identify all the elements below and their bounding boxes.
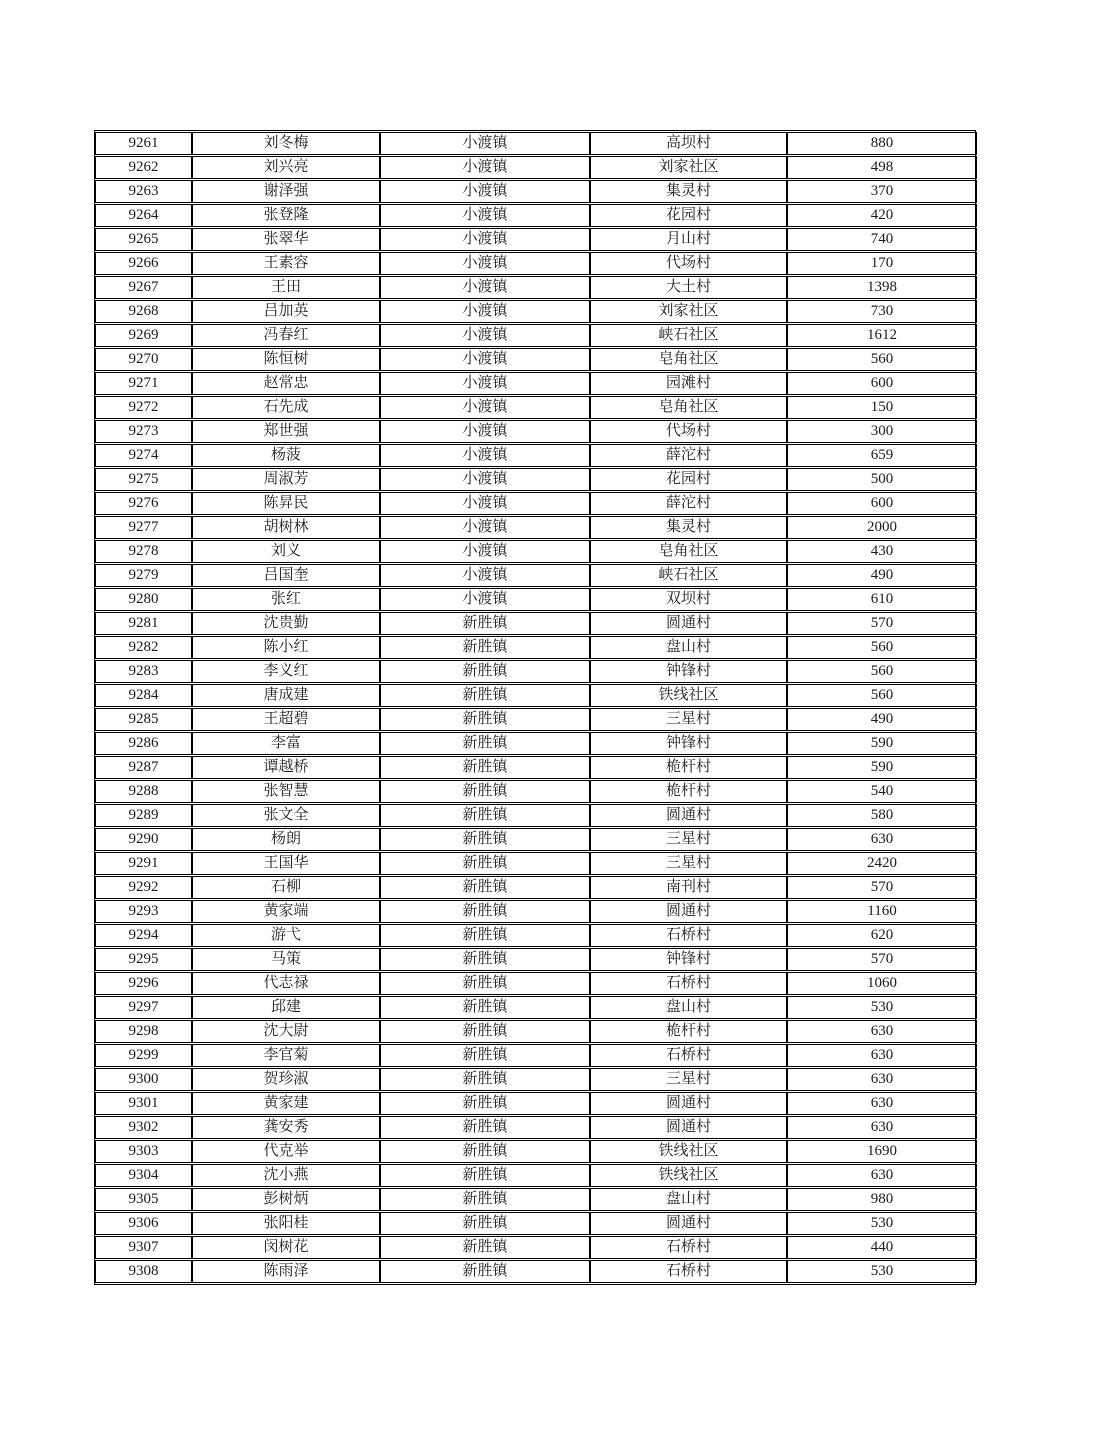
- table-row: [95, 252, 977, 275]
- table-row: [95, 444, 977, 467]
- cell-village: 钟锋村: [590, 732, 787, 755]
- table-row: [95, 348, 977, 371]
- cell-amount: 530: [787, 1260, 977, 1283]
- cell-id: 9263: [95, 180, 192, 203]
- cell-name: 陈小红: [192, 636, 380, 659]
- cell-village: 集灵村: [590, 180, 787, 203]
- cell-village: 峡石社区: [590, 324, 787, 347]
- cell-name: 谢泽强: [192, 180, 380, 203]
- cell-name: 王国华: [192, 852, 380, 875]
- cell-village: 三星村: [590, 852, 787, 875]
- cell-town: 小渡镇: [380, 204, 590, 227]
- cell-village: 双坝村: [590, 588, 787, 611]
- cell-amount: 610: [787, 588, 977, 611]
- cell-village: 钟锋村: [590, 948, 787, 971]
- cell-name: 黄家端: [192, 900, 380, 923]
- cell-village: 桅杆村: [590, 1020, 787, 1043]
- cell-village: 石桥村: [590, 1236, 787, 1259]
- cell-id: 9277: [95, 516, 192, 539]
- table-row: [95, 684, 977, 707]
- cell-town: 小渡镇: [380, 300, 590, 323]
- cell-name: 吕加英: [192, 300, 380, 323]
- cell-town: 新胜镇: [380, 1188, 590, 1211]
- cell-amount: 490: [787, 708, 977, 731]
- cell-amount: 370: [787, 180, 977, 203]
- table-row: [95, 948, 977, 971]
- cell-name: 王素容: [192, 252, 380, 275]
- table-row: [95, 396, 977, 419]
- cell-name: 邱建: [192, 996, 380, 1019]
- cell-id: 9268: [95, 300, 192, 323]
- cell-name: 陈雨泽: [192, 1260, 380, 1283]
- cell-amount: 150: [787, 396, 977, 419]
- cell-town: 新胜镇: [380, 708, 590, 731]
- cell-village: 钟锋村: [590, 660, 787, 683]
- table-row: [95, 876, 977, 899]
- cell-amount: 630: [787, 1020, 977, 1043]
- cell-name: 吕国奎: [192, 564, 380, 587]
- table-row: [95, 1140, 977, 1163]
- cell-amount: 630: [787, 1068, 977, 1091]
- cell-name: 刘兴亮: [192, 156, 380, 179]
- cell-amount: 620: [787, 924, 977, 947]
- cell-name: 唐成建: [192, 684, 380, 707]
- table-row: [95, 132, 977, 155]
- cell-town: 小渡镇: [380, 564, 590, 587]
- cell-id: 9299: [95, 1044, 192, 1067]
- table-row: [95, 492, 977, 515]
- records-table-body: [95, 132, 977, 1283]
- cell-village: 圆通村: [590, 1212, 787, 1235]
- cell-town: 小渡镇: [380, 276, 590, 299]
- cell-village: 代场村: [590, 252, 787, 275]
- cell-village: 代场村: [590, 420, 787, 443]
- cell-name: 龚安秀: [192, 1116, 380, 1139]
- cell-town: 新胜镇: [380, 900, 590, 923]
- table-row: [95, 540, 977, 563]
- cell-id: 9278: [95, 540, 192, 563]
- cell-town: 小渡镇: [380, 228, 590, 251]
- cell-id: 9273: [95, 420, 192, 443]
- cell-village: 花园村: [590, 204, 787, 227]
- cell-town: 小渡镇: [380, 348, 590, 371]
- table-row: [95, 804, 977, 827]
- cell-amount: 730: [787, 300, 977, 323]
- table-row: [95, 612, 977, 635]
- table-row: [95, 228, 977, 251]
- cell-town: 新胜镇: [380, 1140, 590, 1163]
- cell-name: 代克举: [192, 1140, 380, 1163]
- cell-village: 圆通村: [590, 804, 787, 827]
- cell-village: 大土村: [590, 276, 787, 299]
- cell-id: 9288: [95, 780, 192, 803]
- cell-name: 杨朗: [192, 828, 380, 851]
- cell-name: 马策: [192, 948, 380, 971]
- table-row: [95, 660, 977, 683]
- table-row: [95, 780, 977, 803]
- table-row: [95, 708, 977, 731]
- cell-amount: 630: [787, 1092, 977, 1115]
- cell-village: 园滩村: [590, 372, 787, 395]
- table-row: [95, 732, 977, 755]
- cell-town: 新胜镇: [380, 612, 590, 635]
- cell-name: 沈大尉: [192, 1020, 380, 1043]
- cell-amount: 1690: [787, 1140, 977, 1163]
- cell-amount: 560: [787, 660, 977, 683]
- table-row: [95, 1116, 977, 1139]
- cell-amount: 540: [787, 780, 977, 803]
- cell-village: 石桥村: [590, 1260, 787, 1283]
- cell-id: 9293: [95, 900, 192, 923]
- cell-town: 小渡镇: [380, 156, 590, 179]
- table-row: [95, 1212, 977, 1235]
- cell-village: 刘家社区: [590, 156, 787, 179]
- cell-id: 9285: [95, 708, 192, 731]
- cell-village: 圆通村: [590, 900, 787, 923]
- cell-name: 陈恒树: [192, 348, 380, 371]
- cell-village: 石桥村: [590, 924, 787, 947]
- cell-amount: 570: [787, 612, 977, 635]
- cell-name: 张文全: [192, 804, 380, 827]
- cell-name: 王超碧: [192, 708, 380, 731]
- cell-name: 代志禄: [192, 972, 380, 995]
- cell-name: 王田: [192, 276, 380, 299]
- cell-town: 新胜镇: [380, 1020, 590, 1043]
- cell-village: 盘山村: [590, 636, 787, 659]
- cell-town: 新胜镇: [380, 924, 590, 947]
- table-row: [95, 996, 977, 1019]
- cell-village: 刘家社区: [590, 300, 787, 323]
- cell-amount: 630: [787, 828, 977, 851]
- cell-id: 9301: [95, 1092, 192, 1115]
- cell-id: 9296: [95, 972, 192, 995]
- table-row: [95, 300, 977, 323]
- cell-name: 沈小燕: [192, 1164, 380, 1187]
- cell-village: 薛沱村: [590, 444, 787, 467]
- cell-id: 9284: [95, 684, 192, 707]
- cell-id: 9290: [95, 828, 192, 851]
- cell-id: 9294: [95, 924, 192, 947]
- cell-name: 杨菠: [192, 444, 380, 467]
- cell-name: 彭树炳: [192, 1188, 380, 1211]
- cell-amount: 980: [787, 1188, 977, 1211]
- table-row: [95, 564, 977, 587]
- cell-village: 桅杆村: [590, 756, 787, 779]
- table-row: [95, 516, 977, 539]
- cell-village: 铁线社区: [590, 684, 787, 707]
- table-row: [95, 1164, 977, 1187]
- cell-amount: 2420: [787, 852, 977, 875]
- table-row: [95, 1020, 977, 1043]
- table-row: [95, 1044, 977, 1067]
- cell-amount: 440: [787, 1236, 977, 1259]
- cell-id: 9265: [95, 228, 192, 251]
- cell-name: 石柳: [192, 876, 380, 899]
- cell-town: 新胜镇: [380, 1212, 590, 1235]
- table-row: [95, 828, 977, 851]
- cell-id: 9281: [95, 612, 192, 635]
- cell-amount: 570: [787, 948, 977, 971]
- cell-id: 9261: [95, 132, 192, 155]
- cell-town: 新胜镇: [380, 684, 590, 707]
- cell-name: 李富: [192, 732, 380, 755]
- cell-amount: 500: [787, 468, 977, 491]
- cell-town: 小渡镇: [380, 132, 590, 155]
- cell-name: 冯春红: [192, 324, 380, 347]
- cell-name: 陈昇民: [192, 492, 380, 515]
- cell-town: 新胜镇: [380, 876, 590, 899]
- cell-village: 花园村: [590, 468, 787, 491]
- table-row: [95, 756, 977, 779]
- cell-town: 新胜镇: [380, 996, 590, 1019]
- cell-town: 小渡镇: [380, 540, 590, 563]
- cell-id: 9297: [95, 996, 192, 1019]
- cell-village: 三星村: [590, 708, 787, 731]
- table-row: [95, 1092, 977, 1115]
- cell-amount: 1060: [787, 972, 977, 995]
- table-row: [95, 1260, 977, 1283]
- cell-id: 9303: [95, 1140, 192, 1163]
- cell-village: 皂角社区: [590, 348, 787, 371]
- cell-town: 新胜镇: [380, 660, 590, 683]
- cell-town: 新胜镇: [380, 1260, 590, 1283]
- cell-amount: 490: [787, 564, 977, 587]
- cell-amount: 420: [787, 204, 977, 227]
- cell-town: 新胜镇: [380, 1044, 590, 1067]
- cell-village: 峡石社区: [590, 564, 787, 587]
- cell-id: 9286: [95, 732, 192, 755]
- cell-name: 赵常忠: [192, 372, 380, 395]
- cell-town: 新胜镇: [380, 1116, 590, 1139]
- cell-name: 刘义: [192, 540, 380, 563]
- cell-id: 9300: [95, 1068, 192, 1091]
- cell-id: 9271: [95, 372, 192, 395]
- cell-town: 新胜镇: [380, 948, 590, 971]
- cell-name: 张红: [192, 588, 380, 611]
- cell-amount: 530: [787, 996, 977, 1019]
- records-table-grid: [95, 131, 977, 1284]
- cell-village: 三星村: [590, 1068, 787, 1091]
- cell-town: 小渡镇: [380, 468, 590, 491]
- cell-id: 9279: [95, 564, 192, 587]
- table-row: [95, 900, 977, 923]
- cell-amount: 600: [787, 372, 977, 395]
- cell-amount: 580: [787, 804, 977, 827]
- cell-village: 集灵村: [590, 516, 787, 539]
- cell-name: 胡树林: [192, 516, 380, 539]
- cell-id: 9289: [95, 804, 192, 827]
- cell-id: 9307: [95, 1236, 192, 1259]
- cell-name: 张阳桂: [192, 1212, 380, 1235]
- cell-town: 新胜镇: [380, 828, 590, 851]
- cell-id: 9302: [95, 1116, 192, 1139]
- cell-id: 9305: [95, 1188, 192, 1211]
- cell-town: 新胜镇: [380, 756, 590, 779]
- cell-town: 小渡镇: [380, 516, 590, 539]
- cell-amount: 740: [787, 228, 977, 251]
- cell-amount: 630: [787, 1116, 977, 1139]
- cell-village: 圆通村: [590, 612, 787, 635]
- cell-id: 9295: [95, 948, 192, 971]
- cell-town: 新胜镇: [380, 636, 590, 659]
- cell-amount: 1398: [787, 276, 977, 299]
- cell-id: 9274: [95, 444, 192, 467]
- cell-id: 9269: [95, 324, 192, 347]
- cell-amount: 560: [787, 348, 977, 371]
- table-row: [95, 276, 977, 299]
- cell-id: 9276: [95, 492, 192, 515]
- cell-amount: 530: [787, 1212, 977, 1235]
- cell-village: 盘山村: [590, 996, 787, 1019]
- cell-amount: 1612: [787, 324, 977, 347]
- cell-name: 张登隆: [192, 204, 380, 227]
- cell-town: 小渡镇: [380, 180, 590, 203]
- cell-id: 9262: [95, 156, 192, 179]
- cell-amount: 659: [787, 444, 977, 467]
- cell-amount: 560: [787, 684, 977, 707]
- cell-id: 9275: [95, 468, 192, 491]
- cell-name: 张翠华: [192, 228, 380, 251]
- cell-name: 贺珍淑: [192, 1068, 380, 1091]
- cell-id: 9306: [95, 1212, 192, 1235]
- cell-name: 张智慧: [192, 780, 380, 803]
- cell-amount: 1160: [787, 900, 977, 923]
- table-row: [95, 372, 977, 395]
- cell-id: 9298: [95, 1020, 192, 1043]
- cell-town: 新胜镇: [380, 1236, 590, 1259]
- table-row: [95, 420, 977, 443]
- cell-name: 李官菊: [192, 1044, 380, 1067]
- cell-town: 小渡镇: [380, 420, 590, 443]
- cell-town: 小渡镇: [380, 372, 590, 395]
- table-row: [95, 324, 977, 347]
- cell-amount: 880: [787, 132, 977, 155]
- cell-town: 新胜镇: [380, 804, 590, 827]
- cell-village: 薛沱村: [590, 492, 787, 515]
- cell-town: 小渡镇: [380, 444, 590, 467]
- table-row: [95, 468, 977, 491]
- cell-village: 高坝村: [590, 132, 787, 155]
- cell-amount: 590: [787, 756, 977, 779]
- cell-id: 9272: [95, 396, 192, 419]
- cell-village: 圆通村: [590, 1092, 787, 1115]
- cell-village: 盘山村: [590, 1188, 787, 1211]
- cell-id: 9264: [95, 204, 192, 227]
- cell-id: 9280: [95, 588, 192, 611]
- cell-amount: 300: [787, 420, 977, 443]
- cell-name: 游弋: [192, 924, 380, 947]
- cell-amount: 600: [787, 492, 977, 515]
- cell-id: 9282: [95, 636, 192, 659]
- cell-village: 皂角社区: [590, 396, 787, 419]
- cell-town: 新胜镇: [380, 852, 590, 875]
- table-row: [95, 1068, 977, 1091]
- cell-town: 新胜镇: [380, 732, 590, 755]
- cell-village: 桅杆村: [590, 780, 787, 803]
- cell-name: 李义红: [192, 660, 380, 683]
- cell-amount: 560: [787, 636, 977, 659]
- cell-amount: 630: [787, 1164, 977, 1187]
- cell-village: 皂角社区: [590, 540, 787, 563]
- cell-village: 月山村: [590, 228, 787, 251]
- cell-amount: 2000: [787, 516, 977, 539]
- cell-name: 沈贵勤: [192, 612, 380, 635]
- cell-name: 刘冬梅: [192, 132, 380, 155]
- cell-village: 铁线社区: [590, 1164, 787, 1187]
- cell-id: 9291: [95, 852, 192, 875]
- cell-town: 小渡镇: [380, 252, 590, 275]
- cell-name: 谭越桥: [192, 756, 380, 779]
- table-row: [95, 588, 977, 611]
- cell-id: 9287: [95, 756, 192, 779]
- table-row: [95, 852, 977, 875]
- cell-amount: 430: [787, 540, 977, 563]
- cell-name: 闵树花: [192, 1236, 380, 1259]
- cell-town: 小渡镇: [380, 396, 590, 419]
- cell-town: 新胜镇: [380, 972, 590, 995]
- cell-id: 9283: [95, 660, 192, 683]
- cell-amount: 570: [787, 876, 977, 899]
- cell-village: 石桥村: [590, 972, 787, 995]
- cell-amount: 630: [787, 1044, 977, 1067]
- cell-amount: 498: [787, 156, 977, 179]
- cell-id: 9270: [95, 348, 192, 371]
- cell-village: 三星村: [590, 828, 787, 851]
- cell-town: 新胜镇: [380, 1068, 590, 1091]
- cell-id: 9267: [95, 276, 192, 299]
- table-row: [95, 1236, 977, 1259]
- cell-town: 小渡镇: [380, 324, 590, 347]
- cell-town: 新胜镇: [380, 1164, 590, 1187]
- cell-id: 9304: [95, 1164, 192, 1187]
- table-row: [95, 204, 977, 227]
- cell-town: 新胜镇: [380, 780, 590, 803]
- cell-name: 周淑芳: [192, 468, 380, 491]
- cell-village: 圆通村: [590, 1116, 787, 1139]
- cell-village: 铁线社区: [590, 1140, 787, 1163]
- cell-name: 郑世强: [192, 420, 380, 443]
- table-row: [95, 156, 977, 179]
- cell-amount: 590: [787, 732, 977, 755]
- cell-amount: 170: [787, 252, 977, 275]
- table-row: [95, 972, 977, 995]
- table-row: [95, 1188, 977, 1211]
- cell-town: 小渡镇: [380, 492, 590, 515]
- table-row: [95, 924, 977, 947]
- cell-id: 9292: [95, 876, 192, 899]
- cell-name: 黄家建: [192, 1092, 380, 1115]
- cell-village: 南刊村: [590, 876, 787, 899]
- cell-id: 9266: [95, 252, 192, 275]
- table-row: [95, 180, 977, 203]
- cell-village: 石桥村: [590, 1044, 787, 1067]
- records-table: [94, 130, 976, 1285]
- cell-town: 小渡镇: [380, 588, 590, 611]
- cell-town: 新胜镇: [380, 1092, 590, 1115]
- table-row: [95, 636, 977, 659]
- cell-id: 9308: [95, 1260, 192, 1283]
- cell-name: 石先成: [192, 396, 380, 419]
